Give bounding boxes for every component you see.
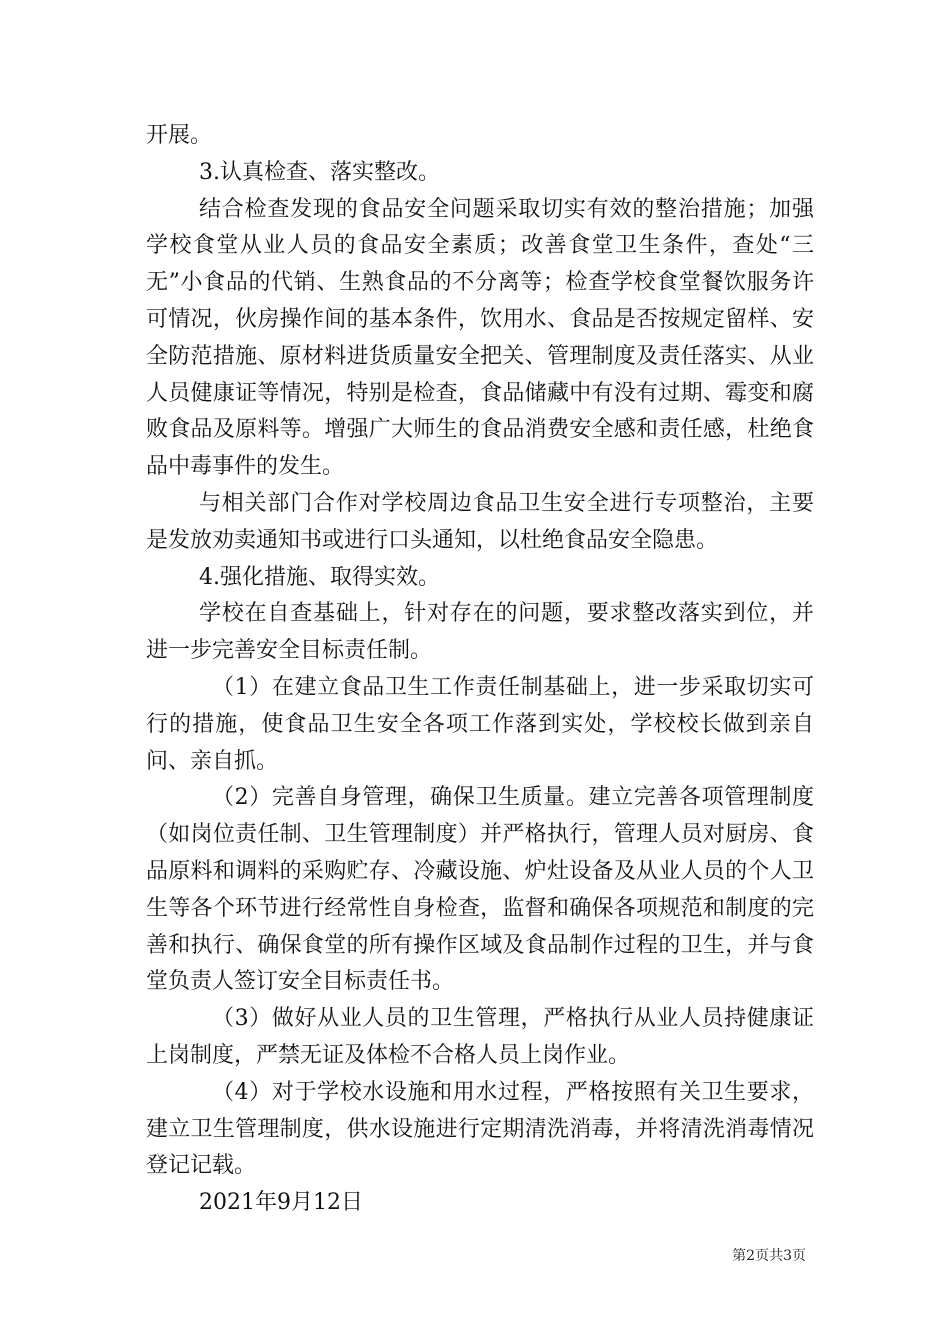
page-indicator: 第2页共3页 bbox=[732, 1248, 806, 1264]
document-date: 2021年9月12日 bbox=[199, 1190, 363, 1216]
paragraph-continuation: 开展。 bbox=[146, 123, 213, 148]
section-heading-3: 3.认真检查、落实整改。 bbox=[199, 159, 440, 185]
list-item-1: （1）在建立食品卫生工作责任制基础上，进一步采取切实可行的措施，使食品卫生安全各项工作落到实处，学校校长做到亲自问、亲自抓。 bbox=[146, 674, 814, 774]
list-item-4: （4）对于学校水设施和用水过程，严格按照有关卫生要求，建立卫生管理制度，供水设施进行定期清洗消毒，并将清洗消毒情况登记记载。 bbox=[146, 1079, 814, 1179]
list-item-2: （2）完善自身管理，确保卫生质量。建立完善各项管理制度（如岗位责任制、卫生管理制度）并严格执行，管理人员对厨房、食品原料和调料的采购贮存、冷藏设施、炉灶设备及从业人员的个人卫生等各个环节进行经常性自身检查，监督和确保各项规范和制度的完善和执行、确保食堂的所有操作区域及食品制作过程的卫生，并与食堂负责人签订安全目标责任书。 bbox=[146, 785, 814, 995]
paragraph-cooperation: 与相关部门合作对学校周边食品卫生安全进行专项整治，主要是发放劝卖通知书或进行口头通知，以杜绝食品安全隐患。 bbox=[146, 490, 814, 553]
paragraph-inspection: 结合检查发现的食品安全问题采取切实有效的整治措施；加强学校食堂从业人员的食品安全素质；改善食堂卫生条件，查处“三无”小食品的代销、生熟食品的不分离等；检查学校食堂餐饮服务许可情况，伙房操作间的基本条件，饮用水、食品是否按规定留样、安全防范措施、原材料进货质量安全把关、管理制度及责任落实、从业人员健康证等情况，特别是检查，食品储藏中有没有过期、霉变和腐败食品及原料等。增强广大师生的食品消费安全感和责任感，杜绝食品中毒事件的发生。 bbox=[146, 196, 814, 480]
paragraph-self-check: 学校在自查基础上，针对存在的问题，要求整改落实到位，并进一步完善安全目标责任制。 bbox=[146, 601, 814, 664]
document-body bbox=[146, 118, 814, 1222]
section-heading-4: 4.强化措施、取得实效。 bbox=[199, 564, 440, 590]
list-item-3: （3）做好从业人员的卫生管理，严格执行从业人员持健康证上岗制度，严禁无证及体检不合格人员上岗作业。 bbox=[146, 1006, 814, 1068]
